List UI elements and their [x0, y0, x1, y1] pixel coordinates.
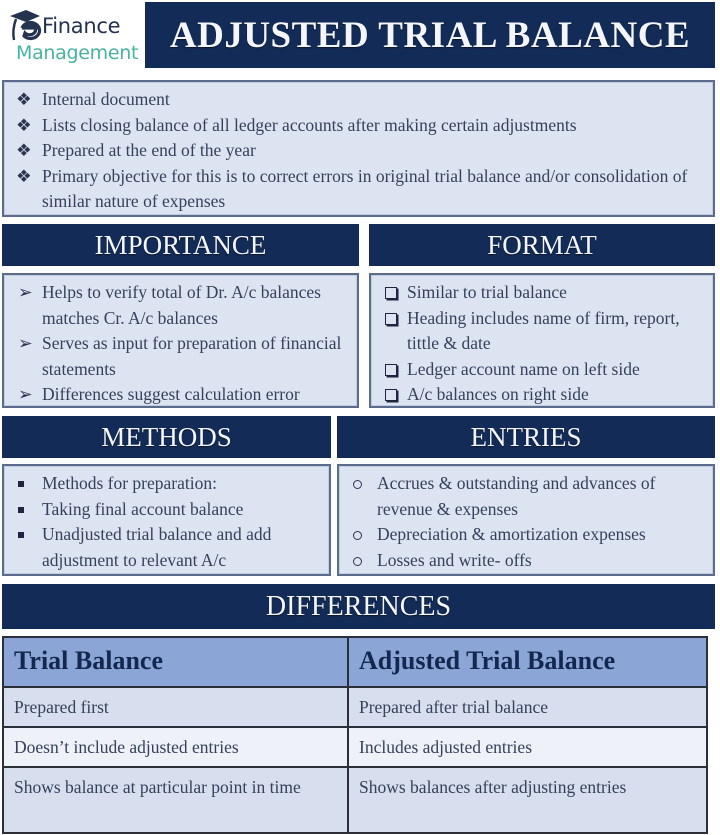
column-header-trial-balance: Trial Balance [3, 637, 348, 687]
importance-item: ➢ Differences suggest calculation error [18, 382, 351, 408]
logo-text-finance: Finance [42, 14, 121, 38]
format-panel [369, 273, 715, 408]
entries-item: Losses and write- offs [353, 548, 707, 574]
square-bullet-icon [18, 532, 24, 538]
methods-item: Unadjusted trial balance and add adjustment to relevant A/c [16, 522, 323, 573]
intro-panel [2, 80, 715, 217]
table-cell: Prepared first [3, 687, 348, 727]
intro-item: ❖ Primary objective for this is to correct errors in original trial balance and/or consolidation of similar nature of expenses [16, 165, 688, 211]
table-header-row [3, 637, 707, 687]
checkbox-icon [385, 313, 397, 325]
importance-heading: IMPORTANCE [2, 224, 359, 266]
circle-bullet-icon [353, 531, 362, 540]
table-cell: Doesn’t include adjusted entries [3, 727, 348, 767]
checkbox-icon [385, 364, 397, 376]
circle-bullet-icon [353, 480, 362, 489]
checkbox-icon [385, 287, 397, 299]
entries-item: Depreciation & amortization expenses [353, 522, 707, 548]
table-cell: Includes adjusted entries [348, 727, 707, 767]
methods-panel [2, 464, 331, 576]
methods-heading: METHODS [2, 416, 331, 458]
table-cell: Prepared after trial balance [348, 687, 707, 727]
importance-panel [2, 273, 359, 408]
diamond-bullet-icon: ❖ [16, 165, 32, 186]
importance-item: ➢ Serves as input for preparation of financial statements [18, 333, 342, 379]
importance-item: ➢ Helps to verify total of Dr. A/c balances matches Cr. A/c balances [18, 282, 321, 328]
logo [4, 6, 140, 68]
square-bullet-icon [18, 481, 24, 487]
graduation-cap-e-icon [6, 8, 42, 44]
table-cell: Shows balances after adjusting entries [348, 767, 707, 833]
format-item: Heading includes name of firm, report, tittle & date [385, 306, 707, 357]
differences-heading: DIFFERENCES [2, 584, 715, 629]
intro-item: ❖ Prepared at the end of the year [16, 138, 703, 164]
checkbox-icon [385, 389, 397, 401]
entries-heading: ENTRIES [337, 416, 715, 458]
arrow-bullet-icon: ➢ [18, 333, 33, 353]
format-item: A/c balances on right side [385, 382, 707, 408]
circle-bullet-icon [353, 557, 362, 566]
page-title: ADJUSTED TRIAL BALANCE [145, 2, 715, 68]
diamond-bullet-icon: ❖ [16, 114, 32, 135]
arrow-bullet-icon: ➢ [18, 384, 33, 404]
square-bullet-icon [18, 507, 24, 513]
entries-item: Accrues & outstanding and advances of revenue & expenses [353, 471, 707, 522]
methods-item: Taking final account balance [16, 497, 323, 523]
diamond-bullet-icon: ❖ [16, 89, 32, 109]
table-row [3, 767, 707, 833]
column-header-adjusted-trial-balance: Adjusted Trial Balance [348, 637, 707, 687]
entries-panel [337, 464, 715, 576]
table-row [3, 727, 707, 767]
methods-item: Methods for preparation: [16, 471, 323, 497]
table-row [3, 687, 707, 727]
format-heading: FORMAT [369, 224, 715, 266]
logo-text-management: Management [16, 42, 139, 64]
format-item: Ledger account name on left side [385, 357, 707, 383]
format-item: Similar to trial balance [385, 280, 707, 306]
arrow-bullet-icon: ➢ [18, 282, 33, 302]
intro-item: ❖ Internal document [16, 87, 703, 113]
table-cell: Shows balance at particular point in time [3, 767, 348, 833]
differences-table [2, 636, 708, 834]
diamond-bullet-icon: ❖ [16, 140, 32, 160]
intro-item: ❖ Lists closing balance of all ledger accounts after making certain adjustments [16, 113, 703, 139]
